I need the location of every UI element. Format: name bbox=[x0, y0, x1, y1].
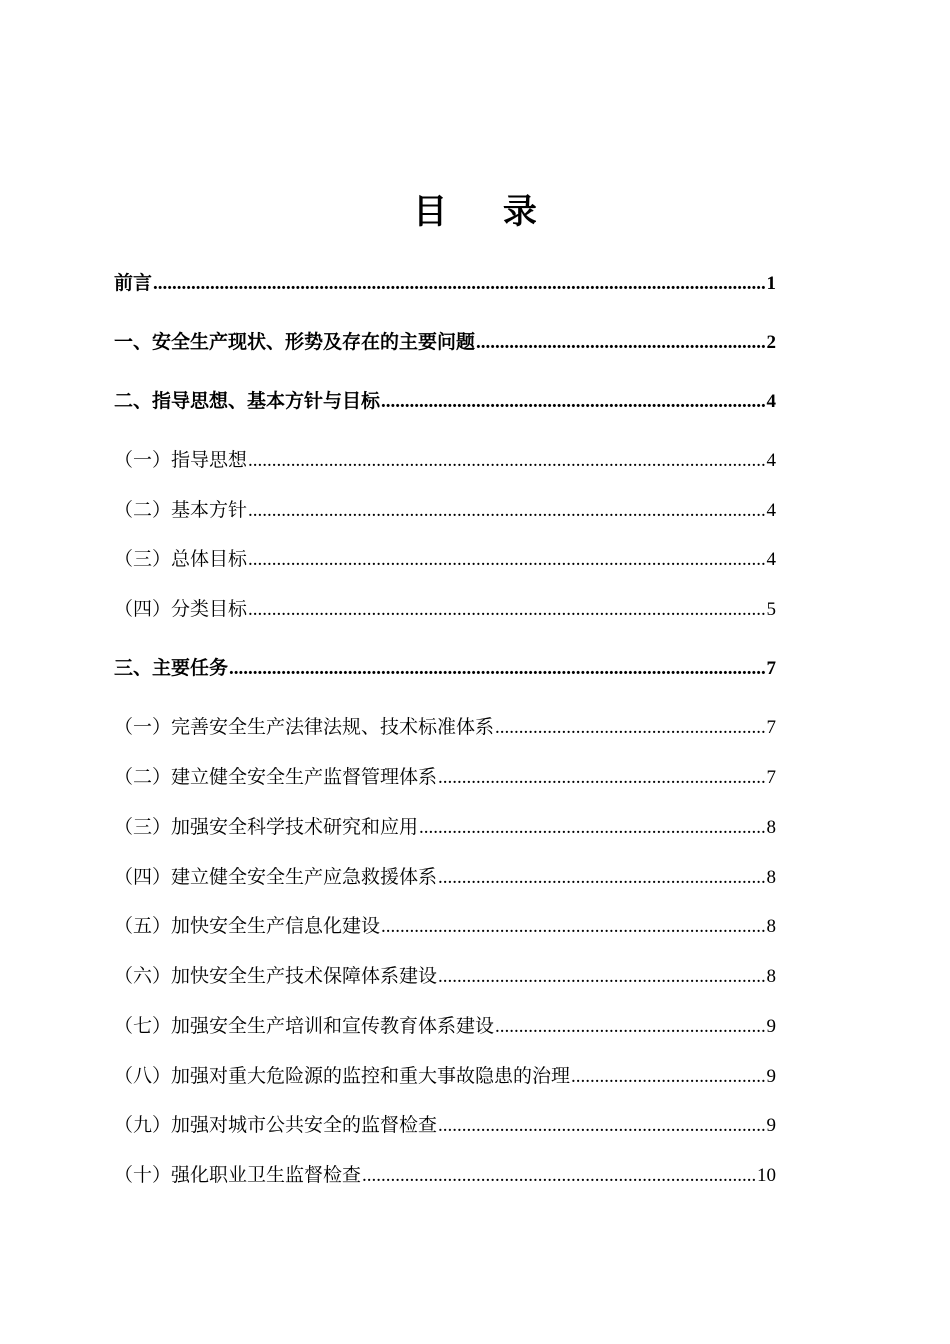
toc-entry-text: （十）强化职业卫生监督检查 bbox=[114, 1164, 362, 1186]
toc-entry-text: （一）指导思想 bbox=[114, 449, 248, 471]
toc-page-number: 1 bbox=[766, 273, 776, 294]
toc-dot-leader bbox=[248, 496, 765, 526]
toc-entry[interactable] bbox=[114, 762, 776, 792]
toc-entry-text: （七）加强安全生产培训和宣传教育体系建设 bbox=[114, 1015, 495, 1037]
toc-entry[interactable] bbox=[114, 1011, 776, 1041]
toc-entry-text: （三）加强安全科学技术研究和应用 bbox=[114, 816, 419, 838]
toc-entry[interactable] bbox=[114, 1160, 776, 1190]
toc-dot-leader bbox=[476, 328, 765, 358]
toc-page-number: 4 bbox=[766, 391, 776, 412]
toc-entry[interactable] bbox=[114, 712, 776, 742]
toc-dot-leader bbox=[248, 545, 765, 575]
toc-page-number: 10 bbox=[757, 1165, 776, 1186]
toc-entry-text: （一）完善安全生产法律法规、技术标准体系 bbox=[114, 716, 495, 738]
toc-entry-text: （二）基本方针 bbox=[114, 499, 248, 521]
toc-entry[interactable] bbox=[114, 961, 776, 991]
toc-dot-leader bbox=[381, 912, 765, 942]
toc-dot-leader bbox=[571, 1062, 765, 1092]
toc-page-number: 4 bbox=[766, 549, 776, 570]
toc-entry-text: （五）加快安全生产信息化建设 bbox=[114, 915, 381, 937]
toc-dot-leader bbox=[495, 1012, 765, 1042]
toc-entry-text: 二、指导思想、基本方针与目标 bbox=[114, 390, 381, 412]
toc-dot-leader bbox=[248, 595, 765, 625]
toc-page-number: 8 bbox=[766, 916, 776, 937]
page-title: 目 录 bbox=[413, 192, 559, 232]
toc-page-number: 2 bbox=[766, 332, 776, 353]
toc-entry[interactable] bbox=[114, 445, 776, 475]
toc-entry[interactable] bbox=[114, 594, 776, 624]
toc-page-number: 9 bbox=[766, 1066, 776, 1087]
toc-entry-text: 三、主要任务 bbox=[114, 657, 229, 679]
toc-dot-leader bbox=[438, 763, 765, 793]
toc-entry[interactable] bbox=[114, 1061, 776, 1091]
toc-page-number: 4 bbox=[766, 500, 776, 521]
toc-entry-text: （九）加强对城市公共安全的监督检查 bbox=[114, 1114, 438, 1136]
toc-entry-text: （三）总体目标 bbox=[114, 548, 248, 570]
toc-entry[interactable] bbox=[114, 386, 776, 416]
toc-dot-leader bbox=[153, 269, 765, 299]
toc-entry[interactable] bbox=[114, 653, 776, 683]
toc-entry[interactable] bbox=[114, 812, 776, 842]
toc-page-number: 5 bbox=[766, 599, 776, 620]
toc-entry-text: （六）加快安全生产技术保障体系建设 bbox=[114, 965, 438, 987]
toc-dot-leader bbox=[248, 446, 765, 476]
toc-dot-leader bbox=[381, 387, 765, 417]
toc-entry-text: （四）分类目标 bbox=[114, 598, 248, 620]
toc-entry[interactable] bbox=[114, 268, 776, 298]
toc-entry[interactable] bbox=[114, 1110, 776, 1140]
toc-page-number: 7 bbox=[766, 767, 776, 788]
toc-dot-leader bbox=[229, 654, 765, 684]
toc-dot-leader bbox=[438, 863, 765, 893]
toc-page-number: 7 bbox=[766, 717, 776, 738]
toc-entry[interactable] bbox=[114, 327, 776, 357]
toc-entry-text: （四）建立健全安全生产应急救援体系 bbox=[114, 866, 438, 888]
toc-page-number: 9 bbox=[766, 1016, 776, 1037]
toc-page-number: 4 bbox=[766, 450, 776, 471]
toc-dot-leader bbox=[495, 713, 765, 743]
toc-dot-leader bbox=[438, 962, 765, 992]
toc-entry[interactable] bbox=[114, 911, 776, 941]
toc-page-number: 8 bbox=[766, 966, 776, 987]
toc-entry-text: （二）建立健全安全生产监督管理体系 bbox=[114, 766, 438, 788]
toc-dot-leader bbox=[438, 1111, 765, 1141]
toc-entry-text: （八）加强对重大危险源的监控和重大事故隐患的治理 bbox=[114, 1065, 571, 1087]
toc-page-number: 8 bbox=[766, 817, 776, 838]
toc-dot-leader bbox=[362, 1161, 756, 1191]
toc-entry-text: 前言 bbox=[114, 272, 153, 294]
toc-page-number: 8 bbox=[766, 867, 776, 888]
toc-entry[interactable] bbox=[114, 862, 776, 892]
toc-entry[interactable] bbox=[114, 544, 776, 574]
toc-page-number: 7 bbox=[766, 658, 776, 679]
toc-entry[interactable] bbox=[114, 495, 776, 525]
toc-dot-leader bbox=[419, 813, 765, 843]
toc-entry-text: 一、安全生产现状、形势及存在的主要问题 bbox=[114, 331, 476, 353]
toc-page-number: 9 bbox=[766, 1115, 776, 1136]
